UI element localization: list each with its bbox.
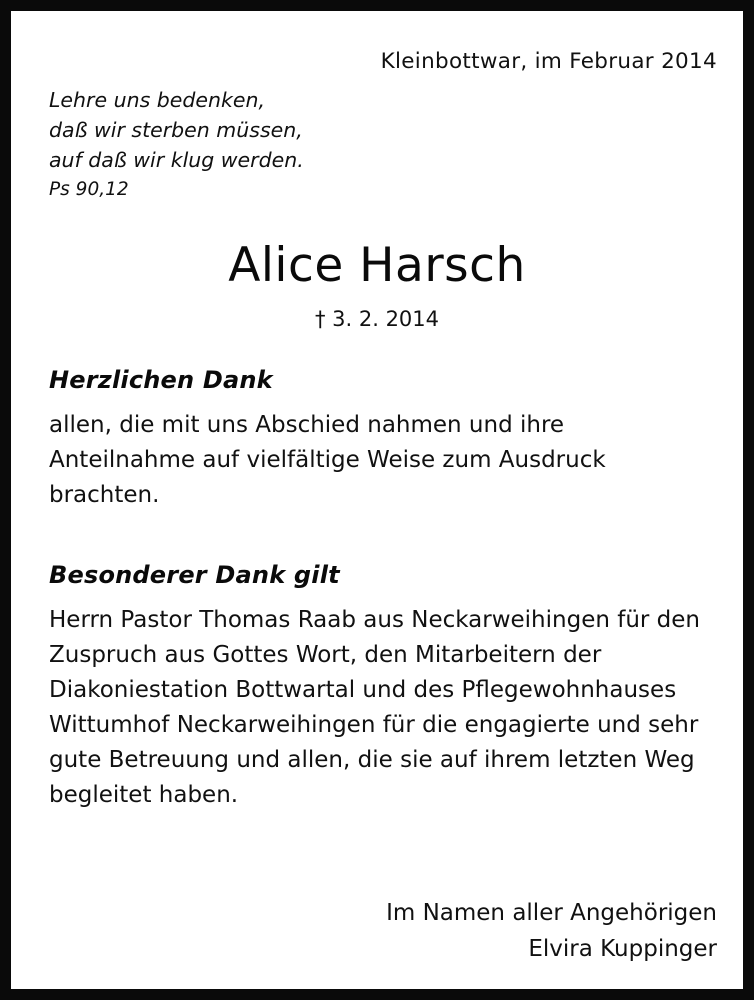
- verse-reference: Ps 90,12: [49, 179, 129, 200]
- notice-inner: [11, 11, 743, 989]
- verse-line-2: daß wir sterben müssen,: [49, 118, 303, 142]
- special-thanks-text: Herrn Pastor Thomas Raab aus Neckarweihingen für den Zuspruch aus Gottes Wort, den Mitarbeitern der Diakoniestation Bottwartal und des Pflegewohnhauses Wittumhof Neckarweihingen für die engagierte und sehr gute Betreuung und allen, die sie auf ihrem letzten Weg begleitet haben.: [49, 607, 701, 808]
- deceased-name: Alice Harsch: [228, 238, 526, 293]
- signature-line-2: Elvira Kuppinger: [528, 936, 717, 962]
- verse-line-3: auf daß wir klug werden.: [49, 148, 304, 172]
- place-and-date: Kleinbottwar, im Februar 2014: [380, 49, 717, 74]
- thanks-heading: Herzlichen Dank: [49, 366, 273, 394]
- verse-line-1: Lehre uns bedenken,: [49, 88, 266, 112]
- signature-line-1: Im Namen aller Angehörigen: [386, 900, 717, 926]
- special-thanks-section: [49, 561, 721, 813]
- special-thanks-heading: Besonderer Dank gilt: [49, 561, 340, 589]
- thanks-section: [49, 366, 709, 513]
- thanks-text: allen, die mit uns Abschied nahmen und ihre Anteilnahme auf vielfältige Weise zum Ausdruck brachten.: [49, 412, 606, 508]
- signature-block: [386, 895, 717, 967]
- death-date: † 3. 2. 2014: [314, 307, 440, 331]
- bible-verse: [49, 85, 304, 205]
